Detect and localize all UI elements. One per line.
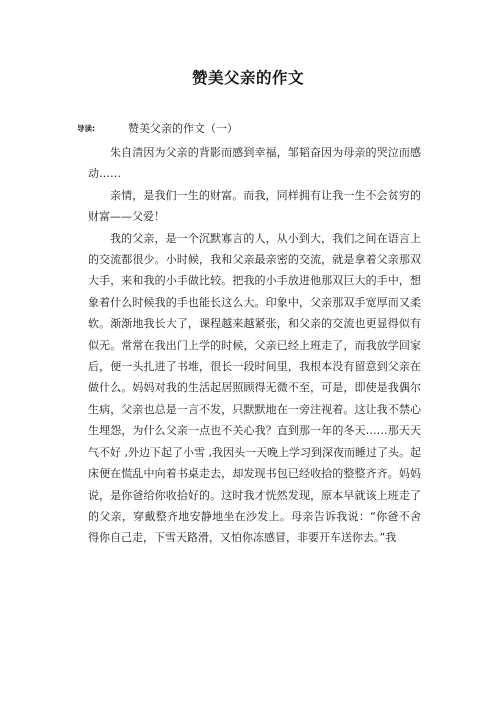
lead-text: 赞美父亲的作文（一） — [128, 122, 238, 135]
paragraph: 我的父亲，是一个沉默寡言的人，从小到大，我们之间在语言上的交流都很少。小时候，我和父亲最亲密的交流，就是拿着父亲那双大手，来和我的小手做比较。把我的小手放进他那双巨大的手中，想象着什么时候我的手也能长这么大。印象中，父亲那双手宽厚而又柔软。渐渐地我长大了，课程越来越紧张，和父亲的交流也更显得似有似无。常常在我出门上学的时候，父亲已经上班走了，而我放学回家后，便一头扎进了书堆，很长一段时间里，我根本没有留意到父亲在做什么。妈妈对我的生活起居照顾得无微不至，可是，即使是我偶尔生病，父亲也总是一言不发，只默默地在一旁注视着。这让我不禁心生埋怨，为什么父亲一点也不关心我？直到那一年的冬天……那天天气不好 ,外边下起了小雪 ,我因头一天晚上学习到深夜而睡过了头。起床便在慌乱中向着书桌走去，却发现书包已经收拾的整整齐齐。妈妈说，是你爸给你收拾好的。这时我才恍然发现，原本早就该上班走了的父亲，穿戴整齐地安静地坐在沙发上。母亲告诉我说：“你爸不舍得你自己走，下雪天路滑，又怕你冻感冒，非要开车送你去。”我 — [88, 231, 421, 545]
paragraph: 朱自清因为父亲的背影而感到幸福，邹韬奋因为母亲的哭泣而感动…… — [88, 146, 421, 181]
article-body — [88, 142, 421, 549]
lead-label: 导读: — [77, 124, 95, 133]
paragraph: 亲情，是我们一生的财富。而我，同样拥有让我一生不会贫穷的财富——父爱！ — [88, 188, 421, 224]
document-title: 赞美父亲的作文 — [191, 69, 304, 87]
lead-row — [77, 120, 437, 136]
